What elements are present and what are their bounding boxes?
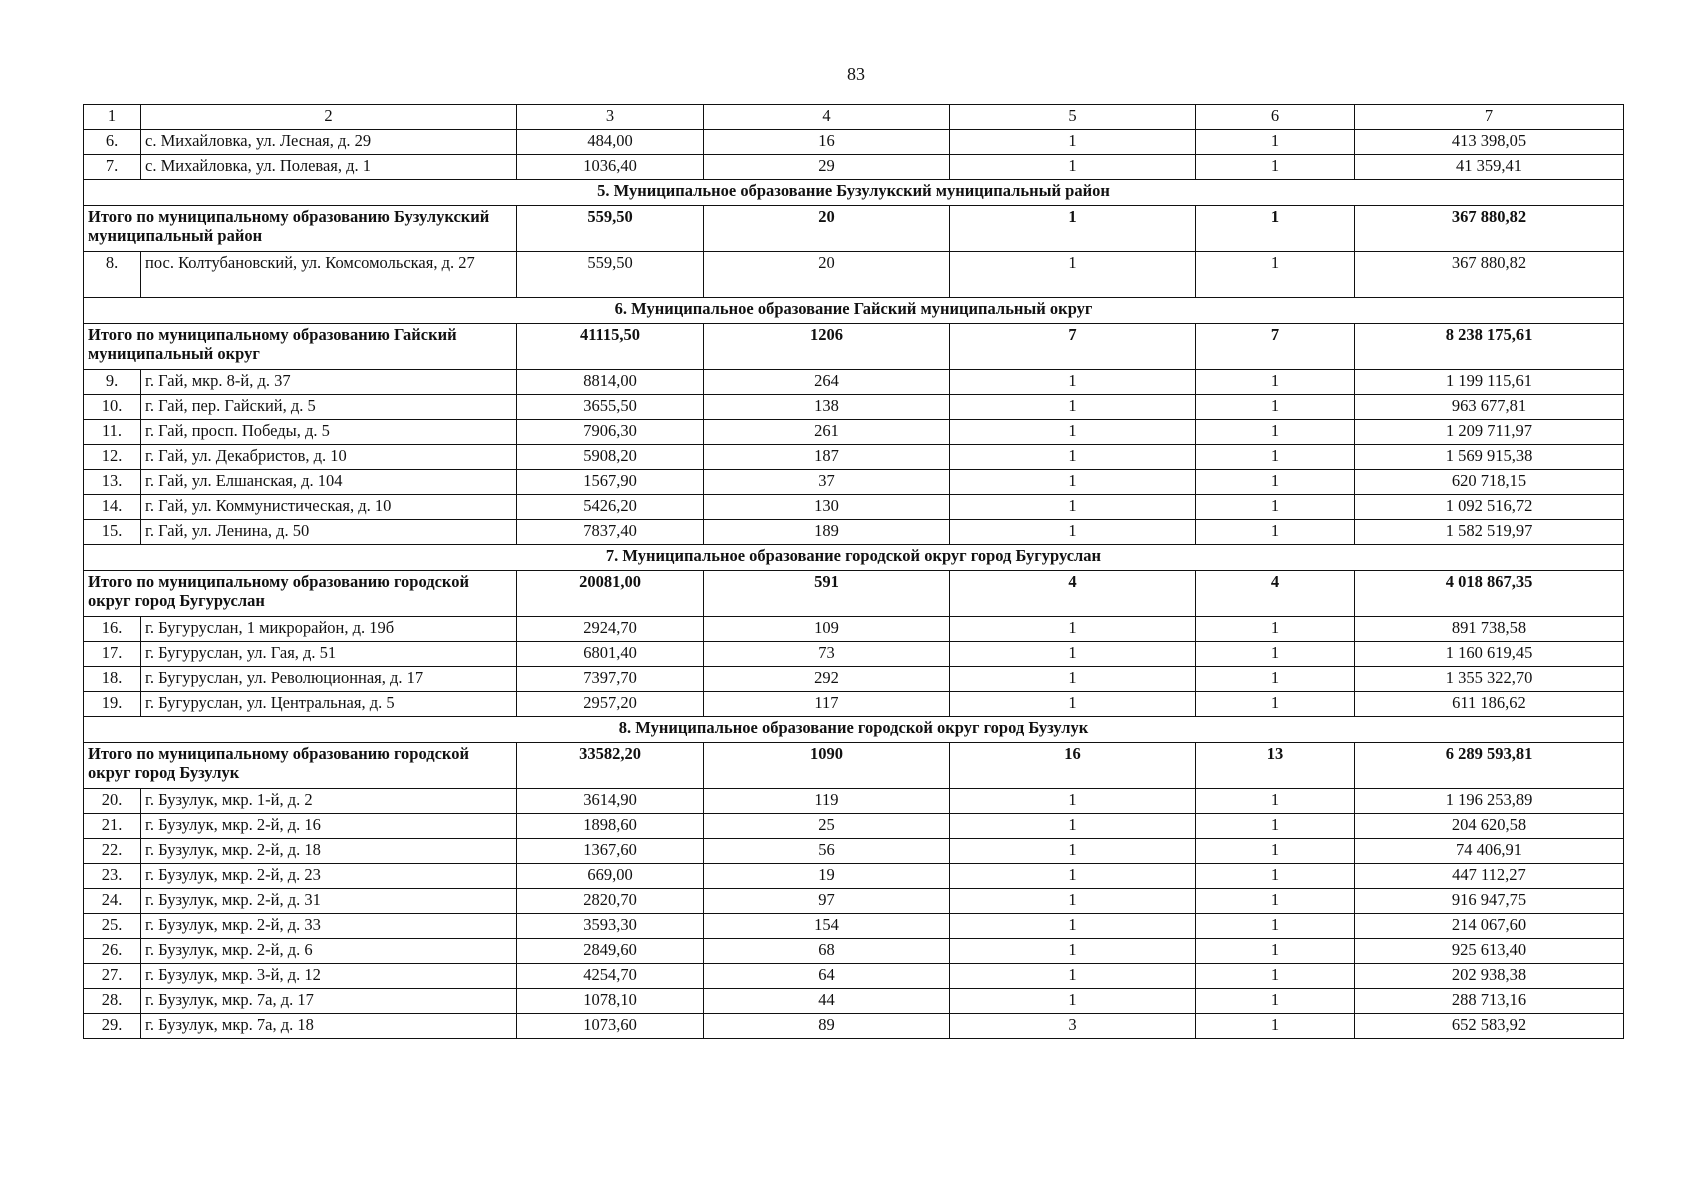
row-number: 17. (84, 642, 141, 667)
col-6-cell: 1 (1196, 520, 1355, 545)
column-number-row (84, 105, 1624, 130)
address-cell: г. Бузулук, мкр. 1-й, д. 2 (141, 789, 517, 814)
col-7-cell: 413 398,05 (1355, 130, 1624, 155)
col-4-cell: 117 (704, 692, 950, 717)
row-number: 21. (84, 814, 141, 839)
address-cell: г. Бугуруслан, 1 микрорайон, д. 19б (141, 617, 517, 642)
col-3-cell: 3655,50 (517, 395, 704, 420)
table-row (84, 667, 1624, 692)
col-3-cell: 1078,10 (517, 989, 704, 1014)
address-cell: с. Михайловка, ул. Полевая, д. 1 (141, 155, 517, 180)
col-4-cell: 44 (704, 989, 950, 1014)
col-3-cell: 5908,20 (517, 445, 704, 470)
col-3-cell: 2820,70 (517, 889, 704, 914)
col-3-cell: 7906,30 (517, 420, 704, 445)
total-col-6: 13 (1196, 743, 1355, 789)
row-number: 15. (84, 520, 141, 545)
column-number: 1 (84, 105, 141, 130)
col-4-cell: 56 (704, 839, 950, 864)
col-6-cell: 1 (1196, 252, 1355, 298)
col-7-cell: 447 112,27 (1355, 864, 1624, 889)
address-cell: с. Михайловка, ул. Лесная, д. 29 (141, 130, 517, 155)
col-7-cell: 1 582 519,97 (1355, 520, 1624, 545)
col-6-cell: 1 (1196, 395, 1355, 420)
col-7-cell: 367 880,82 (1355, 252, 1624, 298)
col-5-cell: 1 (950, 642, 1196, 667)
table-row (84, 889, 1624, 914)
col-4-cell: 264 (704, 370, 950, 395)
col-4-cell: 19 (704, 864, 950, 889)
total-col-6: 4 (1196, 571, 1355, 617)
col-6-cell: 1 (1196, 155, 1355, 180)
total-col-3: 41115,50 (517, 324, 704, 370)
section-header-row (84, 717, 1624, 743)
col-4-cell: 68 (704, 939, 950, 964)
address-cell: г. Бугуруслан, ул. Центральная, д. 5 (141, 692, 517, 717)
col-3-cell: 1898,60 (517, 814, 704, 839)
total-label: Итого по муниципальному образованию Бузулукский муниципальный район (84, 206, 517, 252)
col-6-cell: 1 (1196, 864, 1355, 889)
total-col-3: 559,50 (517, 206, 704, 252)
col-7-cell: 652 583,92 (1355, 1014, 1624, 1039)
col-6-cell: 1 (1196, 814, 1355, 839)
col-7-cell: 916 947,75 (1355, 889, 1624, 914)
col-6-cell: 1 (1196, 130, 1355, 155)
table-row (84, 914, 1624, 939)
col-3-cell: 5426,20 (517, 495, 704, 520)
col-5-cell: 1 (950, 692, 1196, 717)
col-4-cell: 89 (704, 1014, 950, 1039)
col-7-cell: 1 209 711,97 (1355, 420, 1624, 445)
col-5-cell: 1 (950, 617, 1196, 642)
col-7-cell: 204 620,58 (1355, 814, 1624, 839)
table-row (84, 864, 1624, 889)
total-col-7: 367 880,82 (1355, 206, 1624, 252)
col-7-cell: 925 613,40 (1355, 939, 1624, 964)
page-number: 83 (847, 64, 865, 84)
table-row (84, 1014, 1624, 1039)
col-4-cell: 29 (704, 155, 950, 180)
col-7-cell: 891 738,58 (1355, 617, 1624, 642)
col-7-cell: 74 406,91 (1355, 839, 1624, 864)
total-col-4: 591 (704, 571, 950, 617)
row-number: 9. (84, 370, 141, 395)
col-5-cell: 1 (950, 252, 1196, 298)
section-header-row (84, 298, 1624, 324)
total-col-3: 20081,00 (517, 571, 704, 617)
col-6-cell: 1 (1196, 692, 1355, 717)
col-4-cell: 25 (704, 814, 950, 839)
col-6-cell: 1 (1196, 939, 1355, 964)
table-row (84, 964, 1624, 989)
col-7-cell: 1 569 915,38 (1355, 445, 1624, 470)
address-cell: г. Гай, пер. Гайский, д. 5 (141, 395, 517, 420)
col-3-cell: 2849,60 (517, 939, 704, 964)
table-row (84, 495, 1624, 520)
col-3-cell: 559,50 (517, 252, 704, 298)
total-col-5: 16 (950, 743, 1196, 789)
col-6-cell: 1 (1196, 914, 1355, 939)
column-number: 2 (141, 105, 517, 130)
col-6-cell: 1 (1196, 667, 1355, 692)
table-row (84, 520, 1624, 545)
address-cell: г. Гай, ул. Ленина, д. 50 (141, 520, 517, 545)
table-row (84, 370, 1624, 395)
table-row (84, 445, 1624, 470)
row-number: 16. (84, 617, 141, 642)
col-7-cell: 611 186,62 (1355, 692, 1624, 717)
address-cell: г. Бузулук, мкр. 2-й, д. 23 (141, 864, 517, 889)
total-col-4: 20 (704, 206, 950, 252)
section-header-row (84, 180, 1624, 206)
row-number: 20. (84, 789, 141, 814)
col-6-cell: 1 (1196, 495, 1355, 520)
column-number: 5 (950, 105, 1196, 130)
col-6-cell: 1 (1196, 889, 1355, 914)
total-label: Итого по муниципальному образованию городской округ город Бузулук (84, 743, 517, 789)
col-5-cell: 1 (950, 495, 1196, 520)
col-3-cell: 8814,00 (517, 370, 704, 395)
table-row (84, 470, 1624, 495)
col-5-cell: 1 (950, 864, 1196, 889)
col-5-cell: 1 (950, 914, 1196, 939)
address-cell: г. Бузулук, мкр. 3-й, д. 12 (141, 964, 517, 989)
row-number: 26. (84, 939, 141, 964)
row-number: 19. (84, 692, 141, 717)
column-number: 4 (704, 105, 950, 130)
table-row (84, 395, 1624, 420)
address-cell: г. Бузулук, мкр. 2-й, д. 33 (141, 914, 517, 939)
col-3-cell: 1367,60 (517, 839, 704, 864)
total-label: Итого по муниципальному образованию городской округ город Бугуруслан (84, 571, 517, 617)
col-7-cell: 288 713,16 (1355, 989, 1624, 1014)
row-number: 22. (84, 839, 141, 864)
col-4-cell: 261 (704, 420, 950, 445)
address-cell: г. Бузулук, мкр. 2-й, д. 31 (141, 889, 517, 914)
total-col-4: 1206 (704, 324, 950, 370)
col-6-cell: 1 (1196, 839, 1355, 864)
col-3-cell: 7837,40 (517, 520, 704, 545)
col-5-cell: 1 (950, 445, 1196, 470)
col-3-cell: 6801,40 (517, 642, 704, 667)
col-4-cell: 20 (704, 252, 950, 298)
col-5-cell: 1 (950, 989, 1196, 1014)
col-5-cell: 1 (950, 939, 1196, 964)
col-3-cell: 1073,60 (517, 1014, 704, 1039)
total-col-4: 1090 (704, 743, 950, 789)
address-cell: г. Бугуруслан, ул. Гая, д. 51 (141, 642, 517, 667)
col-7-cell: 1 196 253,89 (1355, 789, 1624, 814)
table-row (84, 617, 1624, 642)
row-number: 12. (84, 445, 141, 470)
col-5-cell: 1 (950, 395, 1196, 420)
row-number: 25. (84, 914, 141, 939)
col-7-cell: 1 355 322,70 (1355, 667, 1624, 692)
col-4-cell: 130 (704, 495, 950, 520)
col-6-cell: 1 (1196, 617, 1355, 642)
row-number: 6. (84, 130, 141, 155)
col-7-cell: 1 092 516,72 (1355, 495, 1624, 520)
row-number: 24. (84, 889, 141, 914)
address-cell: г. Гай, ул. Коммунистическая, д. 10 (141, 495, 517, 520)
col-3-cell: 3614,90 (517, 789, 704, 814)
total-col-5: 4 (950, 571, 1196, 617)
total-col-5: 1 (950, 206, 1196, 252)
total-row (84, 206, 1624, 252)
col-6-cell: 1 (1196, 470, 1355, 495)
address-cell: г. Бугуруслан, ул. Революционная, д. 17 (141, 667, 517, 692)
registry-table (83, 104, 1624, 1039)
address-cell: г. Бузулук, мкр. 2-й, д. 18 (141, 839, 517, 864)
col-3-cell: 2957,20 (517, 692, 704, 717)
col-4-cell: 109 (704, 617, 950, 642)
col-7-cell: 202 938,38 (1355, 964, 1624, 989)
col-4-cell: 189 (704, 520, 950, 545)
col-5-cell: 1 (950, 964, 1196, 989)
col-7-cell: 41 359,41 (1355, 155, 1624, 180)
section-title: 5. Муниципальное образование Бузулукский муниципальный район (84, 180, 1624, 206)
col-4-cell: 119 (704, 789, 950, 814)
row-number: 27. (84, 964, 141, 989)
col-5-cell: 1 (950, 420, 1196, 445)
col-5-cell: 1 (950, 839, 1196, 864)
total-col-7: 4 018 867,35 (1355, 571, 1624, 617)
table-row (84, 789, 1624, 814)
address-cell: г. Бузулук, мкр. 2-й, д. 6 (141, 939, 517, 964)
col-3-cell: 4254,70 (517, 964, 704, 989)
col-7-cell: 620 718,15 (1355, 470, 1624, 495)
total-col-7: 8 238 175,61 (1355, 324, 1624, 370)
address-cell: г. Бузулук, мкр. 7а, д. 17 (141, 989, 517, 1014)
address-cell: г. Гай, ул. Елшанская, д. 104 (141, 470, 517, 495)
col-3-cell: 7397,70 (517, 667, 704, 692)
col-5-cell: 1 (950, 520, 1196, 545)
col-6-cell: 1 (1196, 642, 1355, 667)
col-4-cell: 138 (704, 395, 950, 420)
row-number: 14. (84, 495, 141, 520)
table-row (84, 420, 1624, 445)
section-title: 8. Муниципальное образование городской округ город Бузулук (84, 717, 1624, 743)
col-3-cell: 1036,40 (517, 155, 704, 180)
table-row (84, 642, 1624, 667)
col-5-cell: 1 (950, 889, 1196, 914)
col-5-cell: 1 (950, 370, 1196, 395)
row-number: 10. (84, 395, 141, 420)
section-header-row (84, 545, 1624, 571)
total-col-7: 6 289 593,81 (1355, 743, 1624, 789)
address-cell: г. Гай, просп. Победы, д. 5 (141, 420, 517, 445)
section-title: 6. Муниципальное образование Гайский муниципальный округ (84, 298, 1624, 324)
total-col-3: 33582,20 (517, 743, 704, 789)
row-number: 8. (84, 252, 141, 298)
table-row (84, 252, 1624, 298)
col-4-cell: 16 (704, 130, 950, 155)
col-3-cell: 2924,70 (517, 617, 704, 642)
col-4-cell: 97 (704, 889, 950, 914)
table-row (84, 155, 1624, 180)
total-row (84, 571, 1624, 617)
col-5-cell: 1 (950, 470, 1196, 495)
col-3-cell: 3593,30 (517, 914, 704, 939)
col-6-cell: 1 (1196, 1014, 1355, 1039)
col-7-cell: 1 160 619,45 (1355, 642, 1624, 667)
col-3-cell: 669,00 (517, 864, 704, 889)
total-col-6: 7 (1196, 324, 1355, 370)
address-cell: пос. Колтубановский, ул. Комсомольская, д. 27 (141, 252, 517, 298)
col-5-cell: 1 (950, 814, 1196, 839)
col-4-cell: 64 (704, 964, 950, 989)
row-number: 23. (84, 864, 141, 889)
table-row (84, 939, 1624, 964)
col-6-cell: 1 (1196, 989, 1355, 1014)
table-row (84, 130, 1624, 155)
col-4-cell: 154 (704, 914, 950, 939)
col-6-cell: 1 (1196, 964, 1355, 989)
row-number: 18. (84, 667, 141, 692)
address-cell: г. Бузулук, мкр. 2-й, д. 16 (141, 814, 517, 839)
col-6-cell: 1 (1196, 420, 1355, 445)
table-row (84, 692, 1624, 717)
total-row (84, 743, 1624, 789)
row-number: 11. (84, 420, 141, 445)
col-5-cell: 3 (950, 1014, 1196, 1039)
column-number: 6 (1196, 105, 1355, 130)
col-7-cell: 214 067,60 (1355, 914, 1624, 939)
table-row (84, 989, 1624, 1014)
section-title: 7. Муниципальное образование городской округ город Бугуруслан (84, 545, 1624, 571)
row-number: 7. (84, 155, 141, 180)
row-number: 13. (84, 470, 141, 495)
col-6-cell: 1 (1196, 445, 1355, 470)
col-7-cell: 963 677,81 (1355, 395, 1624, 420)
total-label: Итого по муниципальному образованию Гайский муниципальный округ (84, 324, 517, 370)
col-3-cell: 1567,90 (517, 470, 704, 495)
col-5-cell: 1 (950, 130, 1196, 155)
row-number: 28. (84, 989, 141, 1014)
col-3-cell: 484,00 (517, 130, 704, 155)
row-number: 29. (84, 1014, 141, 1039)
col-6-cell: 1 (1196, 370, 1355, 395)
col-4-cell: 187 (704, 445, 950, 470)
total-row (84, 324, 1624, 370)
col-6-cell: 1 (1196, 789, 1355, 814)
col-5-cell: 1 (950, 667, 1196, 692)
column-number: 3 (517, 105, 704, 130)
col-4-cell: 292 (704, 667, 950, 692)
total-col-5: 7 (950, 324, 1196, 370)
col-5-cell: 1 (950, 155, 1196, 180)
table-row (84, 839, 1624, 864)
column-number: 7 (1355, 105, 1624, 130)
col-7-cell: 1 199 115,61 (1355, 370, 1624, 395)
address-cell: г. Бузулук, мкр. 7а, д. 18 (141, 1014, 517, 1039)
address-cell: г. Гай, мкр. 8-й, д. 37 (141, 370, 517, 395)
col-4-cell: 73 (704, 642, 950, 667)
col-4-cell: 37 (704, 470, 950, 495)
address-cell: г. Гай, ул. Декабристов, д. 10 (141, 445, 517, 470)
col-5-cell: 1 (950, 789, 1196, 814)
table-body (84, 105, 1624, 1039)
total-col-6: 1 (1196, 206, 1355, 252)
table-row (84, 814, 1624, 839)
